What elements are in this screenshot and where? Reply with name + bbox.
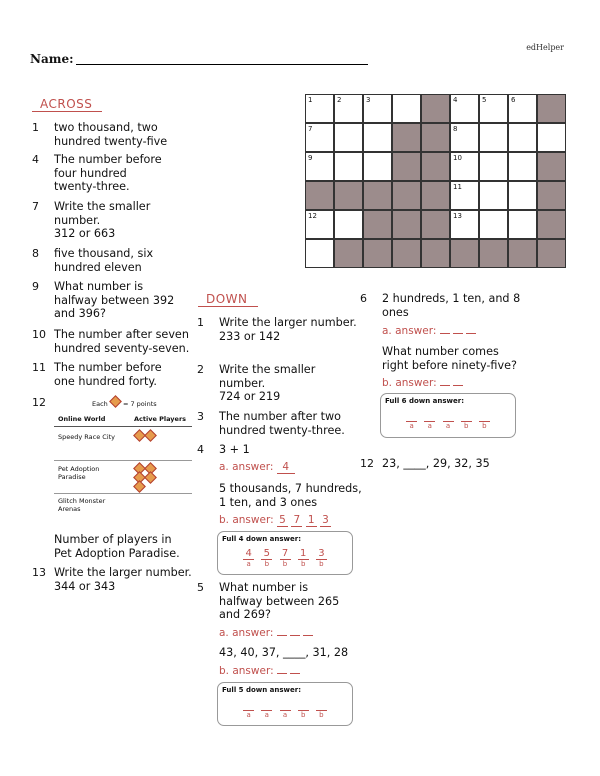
grid-cell-number: 2	[337, 96, 342, 104]
answer-blank[interactable]	[303, 635, 313, 636]
answer-slot[interactable]	[406, 410, 417, 430]
down-heading: DOWN	[198, 292, 258, 307]
grid-cell-blocked	[363, 210, 392, 239]
grid-cell-blocked	[392, 181, 421, 210]
pictograph-divider	[54, 460, 192, 461]
clue-number: 7	[32, 200, 39, 213]
answer-slot[interactable]	[243, 699, 254, 719]
answer-blank[interactable]	[277, 673, 287, 674]
name-input-line[interactable]	[76, 64, 368, 65]
grid-cell[interactable]	[305, 94, 334, 123]
answer-slot[interactable]	[261, 699, 272, 719]
clue-line: Write the smaller	[219, 363, 316, 376]
pictograph-col1-header: Online World	[58, 415, 106, 423]
grid-cell-blocked	[508, 239, 537, 268]
slot-letter: a	[243, 559, 254, 568]
clue-number: 11	[32, 361, 46, 374]
pictograph-col2-header: Active Players	[134, 415, 187, 423]
clue-line: 5 thousands, 7 hundreds,	[219, 482, 362, 495]
answer-label: a. answer:	[382, 325, 437, 337]
answer-box-label: Full 4 down answer:	[222, 535, 302, 543]
clue-line: 724 or 219	[219, 390, 281, 403]
grid-cell[interactable]	[479, 181, 508, 210]
clue-line: 23, ____, 29, 32, 35	[382, 457, 490, 470]
down-4a-answer	[219, 461, 295, 474]
pictograph-divider	[54, 493, 192, 494]
grid-cell[interactable]	[508, 181, 537, 210]
grid-cell-number: 7	[308, 125, 313, 133]
grid-cell-blocked	[450, 239, 479, 268]
grid-cell[interactable]	[363, 94, 392, 123]
pictograph-row-label: Speedy Race City	[58, 433, 116, 441]
grid-cell[interactable]	[305, 239, 334, 268]
slot-value	[280, 699, 291, 710]
answer-blank[interactable]: 7	[291, 514, 302, 527]
grid-cell[interactable]	[479, 210, 508, 239]
slot-letter: b	[298, 710, 309, 719]
answer-slot[interactable]	[243, 548, 254, 568]
grid-cell[interactable]	[363, 123, 392, 152]
clue-number: 8	[32, 247, 39, 260]
grid-cell[interactable]	[508, 94, 537, 123]
slot-value	[316, 699, 327, 710]
grid-cell[interactable]	[305, 152, 334, 181]
grid-cell-number: 5	[482, 96, 487, 104]
pictograph-row-icons	[134, 482, 145, 493]
grid-cell-blocked	[421, 210, 450, 239]
clue-line: halfway between 392	[54, 293, 175, 307]
grid-cell-blocked	[392, 210, 421, 239]
grid-cell-number: 12	[308, 212, 317, 220]
clue-line: halfway between 265	[219, 594, 340, 608]
clue-line: The number after seven	[54, 328, 189, 341]
slot-letter: b	[461, 421, 472, 430]
full-5-down-box	[217, 682, 353, 726]
clue-line: 1 ten, and 3 ones	[219, 495, 318, 509]
answer-blank[interactable]	[290, 673, 300, 674]
answer-slot[interactable]	[316, 699, 327, 719]
pictograph-row-label: Glitch Monster	[58, 497, 106, 505]
diamond-icon	[144, 429, 157, 442]
down-5b-answer	[219, 665, 300, 677]
full-6-down-box	[380, 393, 516, 438]
grid-cell-blocked	[421, 123, 450, 152]
slot-letter: b	[298, 559, 309, 568]
clue-number: 12	[32, 396, 46, 409]
clue-line: The number after two	[219, 410, 341, 423]
clue-number: 10	[32, 328, 46, 341]
grid-cell-blocked	[537, 152, 566, 181]
clue-number: 6	[360, 292, 367, 305]
grid-cell[interactable]	[334, 123, 363, 152]
answer-slot[interactable]	[479, 410, 490, 430]
clue-number: 1	[32, 121, 39, 134]
slot-letter: b	[280, 559, 291, 568]
clue-number: 13	[32, 566, 46, 579]
answer-blank[interactable]: 1	[306, 514, 317, 527]
pictograph-key-label: Each	[92, 400, 108, 408]
clue-line: twenty-three.	[54, 180, 130, 193]
slot-value	[443, 410, 454, 421]
clue-number: 5	[197, 581, 204, 594]
grid-cell[interactable]	[450, 210, 479, 239]
clue-line: hundred eleven	[54, 260, 142, 274]
grid-cell[interactable]	[537, 123, 566, 152]
clue-line: The number before	[54, 361, 162, 374]
clue-line: number.	[54, 213, 101, 227]
answer-slot[interactable]	[424, 410, 435, 430]
across-clue-12-question	[54, 533, 204, 560]
grid-cell[interactable]	[305, 210, 334, 239]
pictograph-row-label: Paradise	[58, 473, 86, 481]
grid-cell-blocked	[421, 94, 450, 123]
clue-line: 43, 40, 37, ____, 31, 28	[219, 646, 349, 659]
slot-letter: b	[479, 421, 490, 430]
grid-cell-blocked	[305, 181, 334, 210]
answer-blank[interactable]	[466, 333, 476, 334]
grid-cell-blocked	[334, 181, 363, 210]
pictograph-row-label: Arenas	[58, 505, 81, 513]
clue-number: 4	[197, 443, 204, 456]
clue-line: four hundred	[54, 166, 127, 180]
down-5b-clue	[219, 646, 369, 660]
clue-line: and 269?	[219, 608, 271, 621]
clue-line: 312 or 663	[54, 227, 116, 240]
clue-line: Write the smaller	[54, 200, 151, 213]
clue-line: What number comes	[382, 345, 499, 358]
slot-value	[261, 699, 272, 710]
clue-line: 2 hundreds, 1 ten, and 8	[382, 292, 521, 305]
grid-cell[interactable]	[479, 123, 508, 152]
clue-line: Number of players in	[54, 533, 172, 546]
down-6b-answer	[382, 377, 463, 389]
clue-line: What number is	[219, 581, 309, 594]
answer-label: b. answer:	[382, 377, 437, 389]
grid-cell[interactable]	[508, 123, 537, 152]
answer-label: b. answer:	[219, 665, 274, 677]
clue-line: 344 or 343	[54, 579, 116, 593]
answer-label: a. answer:	[219, 627, 274, 639]
grid-cell-blocked	[537, 94, 566, 123]
clue-line: hundred twenty-five	[54, 134, 168, 148]
grid-cell-blocked	[421, 152, 450, 181]
grid-cell-number: 13	[453, 212, 462, 220]
diamond-icon	[144, 471, 157, 484]
pictograph-row-icons	[134, 431, 156, 442]
grid-cell-blocked	[537, 210, 566, 239]
answer-blank[interactable]: 5	[277, 514, 288, 527]
grid-cell-blocked	[392, 123, 421, 152]
pictograph-key-value: = 7 points	[122, 400, 157, 408]
grid-cell-number: 9	[308, 154, 313, 162]
answer-label: a. answer:	[219, 461, 274, 473]
grid-cell[interactable]	[508, 210, 537, 239]
grid-cell-number: 1	[308, 96, 313, 104]
clue-line: number.	[219, 376, 266, 390]
grid-cell-blocked	[421, 239, 450, 268]
clue-line: right before ninety-five?	[382, 358, 517, 372]
grid-cell-number: 8	[453, 125, 458, 133]
answer-box-label: Full 5 down answer:	[222, 686, 302, 694]
slot-value	[424, 410, 435, 421]
diamond-icon	[109, 395, 122, 408]
down-6a-answer	[382, 325, 476, 337]
grid-cell[interactable]	[334, 94, 363, 123]
down-4b-clue	[219, 482, 369, 509]
grid-cell-blocked	[392, 239, 421, 268]
clue-line: The number before	[54, 153, 162, 166]
answer-slot[interactable]	[280, 699, 291, 719]
slot-letter: a	[443, 421, 454, 430]
name-label: Name:	[30, 52, 74, 66]
grid-cell[interactable]	[479, 152, 508, 181]
clue-line: 3 + 1	[219, 443, 250, 456]
slot-value: 3	[318, 548, 325, 559]
clue-number: 3	[197, 410, 204, 423]
clue-number: 2	[197, 363, 204, 376]
slot-value	[479, 410, 490, 421]
slot-letter: a	[243, 710, 254, 719]
across-heading: ACROSS	[32, 97, 102, 112]
answer-slot[interactable]	[443, 410, 454, 430]
clue-number: 4	[32, 153, 39, 166]
answer-slot[interactable]	[298, 548, 309, 568]
pictograph-row-label: Pet Adoption	[58, 465, 100, 473]
answer-slot[interactable]	[261, 548, 272, 568]
answer-blank[interactable]	[290, 635, 300, 636]
clue-line: What number is	[54, 280, 144, 293]
answer-blank[interactable]	[277, 635, 287, 636]
grid-cell-blocked	[392, 152, 421, 181]
slot-letter: a	[280, 710, 291, 719]
slot-letter: b	[316, 710, 327, 719]
answer-blank[interactable]: 4	[277, 461, 295, 474]
pictograph	[54, 394, 194, 520]
grid-cell[interactable]	[363, 152, 392, 181]
grid-cell-blocked	[537, 239, 566, 268]
grid-cell-blocked	[421, 181, 450, 210]
clue-line: Pet Adoption Paradise.	[54, 546, 180, 560]
slot-value: 5	[263, 548, 270, 559]
grid-cell-number: 11	[453, 183, 462, 191]
crossword-grid	[305, 94, 566, 268]
grid-cell[interactable]	[334, 152, 363, 181]
grid-cell-number: 4	[453, 96, 458, 104]
answer-label: b. answer:	[219, 514, 274, 526]
grid-cell-blocked	[363, 239, 392, 268]
slot-value: 4	[245, 548, 252, 559]
pictograph-divider	[54, 426, 192, 427]
answer-slot[interactable]	[298, 699, 309, 719]
clue-line: two thousand, two	[54, 121, 158, 134]
grid-cell-blocked	[537, 181, 566, 210]
slot-value: 7	[281, 548, 289, 559]
brand-label: edHelper	[526, 43, 564, 52]
grid-cell-number: 6	[511, 96, 516, 104]
diamond-icon	[133, 480, 146, 493]
clue-line: hundred twenty-three.	[219, 423, 345, 437]
answer-slot[interactable]	[316, 548, 327, 568]
down-5a-answer	[219, 627, 313, 639]
slot-value	[298, 699, 309, 710]
clue-number: 9	[32, 280, 39, 293]
answer-slot[interactable]	[280, 548, 291, 568]
grid-cell-blocked	[363, 181, 392, 210]
clue-line: ones	[382, 305, 409, 319]
slot-letter: b	[261, 559, 272, 568]
slot-value	[243, 699, 254, 710]
grid-cell-blocked	[479, 239, 508, 268]
clue-number: 12	[360, 457, 374, 470]
answer-blank[interactable]	[453, 385, 463, 386]
slot-letter: b	[316, 559, 327, 568]
slot-letter: a	[406, 421, 417, 430]
grid-cell-blocked	[334, 239, 363, 268]
answer-blank[interactable]	[440, 385, 450, 386]
grid-cell[interactable]	[450, 123, 479, 152]
slot-value	[461, 410, 472, 421]
grid-cell-number: 10	[453, 154, 462, 162]
grid-cell[interactable]	[450, 94, 479, 123]
slot-letter: a	[261, 710, 272, 719]
down-6b-clue	[382, 345, 532, 372]
clue-line: Write the larger number.	[54, 566, 192, 579]
grid-cell[interactable]	[450, 181, 479, 210]
answer-slot[interactable]	[461, 410, 472, 430]
answer-blank[interactable]	[453, 333, 463, 334]
clue-number: 1	[197, 316, 204, 329]
slot-letter: a	[424, 421, 435, 430]
grid-cell[interactable]	[334, 210, 363, 239]
clue-line: 233 or 142	[219, 329, 281, 343]
clue-line: five thousand, six	[54, 247, 154, 260]
grid-cell-number: 3	[366, 96, 371, 104]
full-4-down-box	[217, 531, 353, 575]
slot-value	[406, 410, 417, 421]
grid-cell[interactable]	[305, 123, 334, 152]
down-4b-answer	[219, 514, 331, 527]
clue-line: and 396?	[54, 307, 106, 320]
clue-line: one hundred forty.	[54, 374, 157, 388]
answer-blank[interactable]	[440, 333, 450, 334]
grid-cell[interactable]	[392, 94, 421, 123]
grid-cell[interactable]	[450, 152, 479, 181]
clue-line: Write the larger number.	[219, 316, 357, 329]
grid-cell[interactable]	[508, 152, 537, 181]
grid-cell[interactable]	[479, 94, 508, 123]
answer-box-label: Full 6 down answer:	[385, 397, 465, 405]
answer-blank[interactable]: 3	[320, 514, 331, 527]
slot-value: 1	[300, 548, 307, 559]
clue-line: hundred seventy-seven.	[54, 341, 190, 355]
